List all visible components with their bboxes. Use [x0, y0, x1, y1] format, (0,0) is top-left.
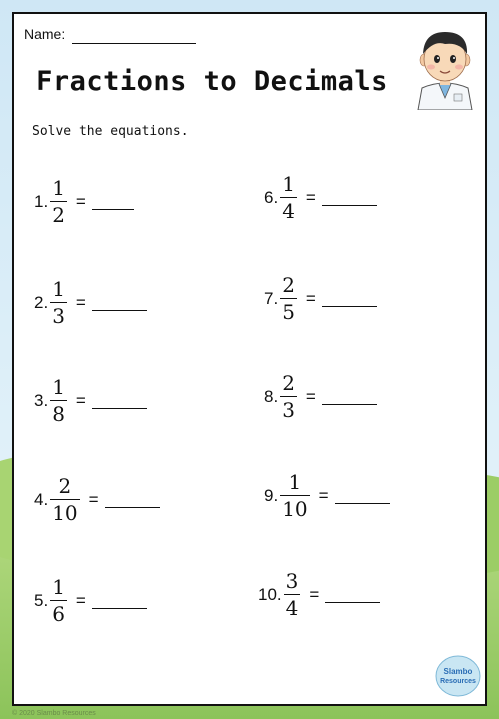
problem-number: 9. — [264, 485, 279, 505]
numerator: 1 — [52, 277, 65, 301]
answer-blank[interactable] — [322, 403, 377, 405]
answer-blank[interactable] — [92, 309, 147, 311]
fraction — [50, 178, 67, 225]
equals-sign: = — [75, 292, 86, 312]
denominator: 4 — [282, 199, 295, 223]
numerator: 3 — [285, 569, 299, 593]
denominator: 5 — [282, 300, 295, 324]
problem-number: 6. — [264, 187, 279, 207]
name-field[interactable] — [72, 43, 196, 44]
problem-6 — [264, 174, 377, 221]
problem-number: 2. — [34, 292, 49, 312]
problem-number: 5. — [34, 590, 49, 610]
problem-number: 8. — [264, 386, 279, 406]
numerator: 2 — [282, 273, 295, 297]
instructions: Solve the equations. — [32, 124, 189, 139]
fraction — [50, 476, 79, 523]
problem-7 — [264, 275, 377, 322]
answer-blank[interactable] — [325, 601, 380, 603]
problem-2 — [34, 279, 147, 326]
answer-blank[interactable] — [92, 407, 147, 409]
fraction — [284, 571, 301, 618]
problem-5 — [34, 577, 147, 624]
answer-blank[interactable] — [322, 305, 377, 307]
answer-blank[interactable] — [322, 204, 377, 206]
page-title: Fractions to Decimals — [36, 66, 388, 97]
numerator: 2 — [58, 474, 72, 498]
denominator: 3 — [282, 398, 295, 422]
problem-10 — [258, 571, 380, 618]
numerator: 1 — [52, 176, 65, 200]
numerator: 1 — [288, 470, 302, 494]
answer-blank[interactable] — [105, 506, 160, 508]
problem-8 — [264, 373, 377, 420]
equals-sign: = — [309, 584, 320, 604]
scientist-mascot-icon — [412, 26, 478, 110]
equals-sign: = — [75, 191, 86, 211]
problem-number: 7. — [264, 288, 279, 308]
fraction — [280, 174, 297, 221]
fraction — [50, 377, 67, 424]
answer-blank[interactable] — [92, 607, 147, 609]
denominator: 2 — [52, 203, 65, 227]
problem-number: 4. — [34, 489, 49, 509]
problem-9 — [264, 472, 390, 519]
copyright-footer: © 2020 Slambo Resources — [12, 710, 96, 717]
fraction — [280, 275, 297, 322]
denominator: 8 — [52, 402, 65, 426]
problem-number: 10. — [258, 584, 282, 604]
equals-sign: = — [305, 187, 316, 207]
denominator: 10 — [282, 497, 308, 521]
fraction — [280, 373, 297, 420]
name-label: Name: — [24, 26, 66, 42]
problem-number: 1. — [34, 191, 49, 211]
fraction — [50, 279, 67, 326]
denominator: 4 — [285, 596, 299, 620]
numerator: 2 — [282, 371, 295, 395]
problem-3 — [34, 377, 147, 424]
numerator: 1 — [282, 172, 295, 196]
equals-sign: = — [75, 590, 86, 610]
equals-sign: = — [75, 390, 86, 410]
numerator: 1 — [52, 375, 65, 399]
equals-sign: = — [88, 489, 99, 509]
problem-number: 3. — [34, 390, 49, 410]
denominator: 6 — [52, 602, 65, 626]
problem-1 — [34, 178, 134, 225]
numerator: 1 — [52, 575, 65, 599]
fraction — [280, 472, 309, 519]
equals-sign: = — [305, 288, 316, 308]
worksheet-page — [12, 12, 487, 706]
answer-blank[interactable] — [92, 208, 134, 210]
equals-sign: = — [318, 485, 329, 505]
logo-text-line2: Resources — [440, 678, 476, 685]
equals-sign: = — [305, 386, 316, 406]
denominator: 3 — [52, 304, 65, 328]
slambo-logo-icon — [434, 654, 482, 698]
fraction — [50, 577, 67, 624]
denominator: 10 — [52, 501, 78, 525]
logo-text-line1: Slambo — [443, 667, 473, 676]
answer-blank[interactable] — [335, 502, 390, 504]
problem-4 — [34, 476, 160, 523]
